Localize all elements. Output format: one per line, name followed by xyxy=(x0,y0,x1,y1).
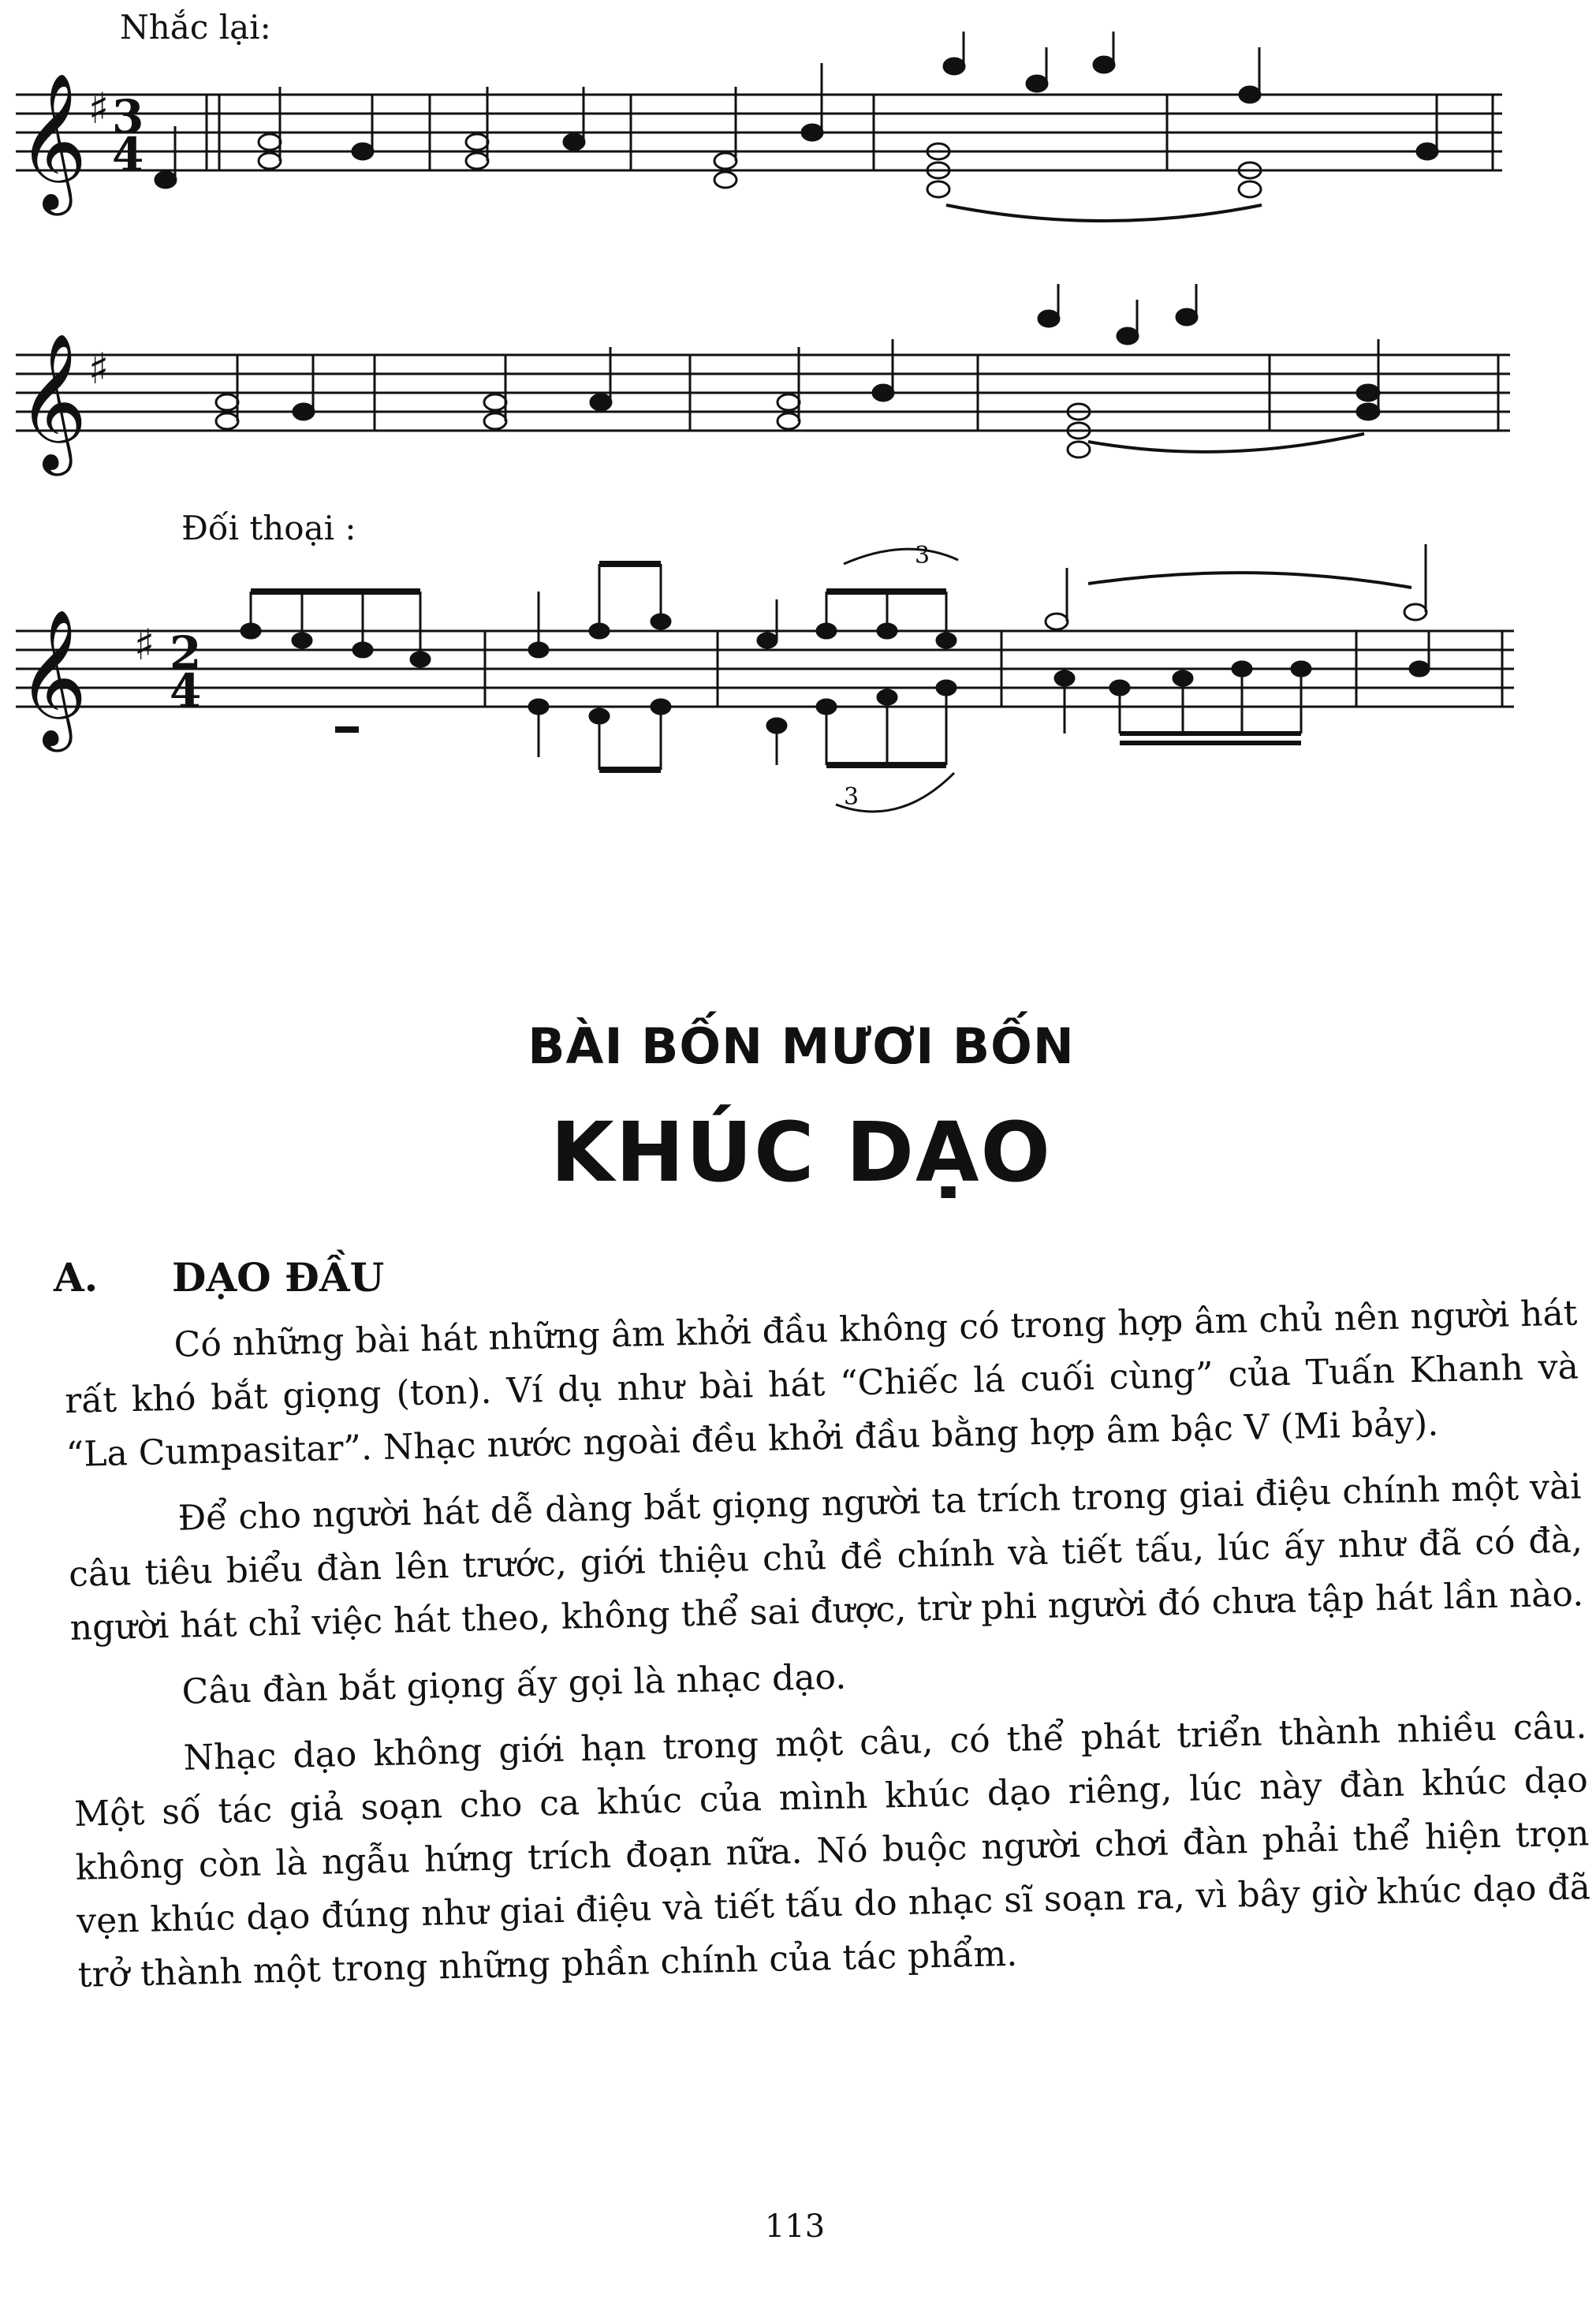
treble-clef-icon: 𝄞 xyxy=(17,73,88,210)
section-letter: A. xyxy=(54,1254,99,1301)
time-sig-top: 3 xyxy=(112,90,144,144)
treble-clef-icon: 𝄞 xyxy=(17,333,88,470)
body-text xyxy=(63,1286,1592,2014)
staff-3 xyxy=(0,542,1590,836)
section-heading xyxy=(54,1254,384,1301)
paragraph-4: Nhạc dạo không giới hạn trong một câu, có thể phát triển thành nhiều câu. Một số tác giả soạn cho ca khúc của mình khúc dạo riêng, lúc này đàn khúc dạo không còn là ngẫu hứng trích đoạn nữa. Nó buộc người chơi đàn phải thể hiện trọn vẹn khúc dạo đúng như giai điệu và tiết tấu do nhạc sĩ soạn ra, vì bây giờ khúc dạo đã trở thành một trong những phần chính của tác phẩm. xyxy=(73,1706,1591,1995)
sharp-icon: ♯ xyxy=(88,344,110,394)
page-number: 113 xyxy=(764,2208,826,2245)
treble-clef-icon: 𝄞 xyxy=(17,609,88,746)
staff-1-svg xyxy=(0,47,1590,229)
staff-3-svg xyxy=(0,542,1590,836)
lesson-title: KHÚC DẠO xyxy=(550,1104,1052,1200)
paragraph-3: Câu đàn bắt giọng ấy gọi là nhạc dạo. xyxy=(181,1656,847,1712)
paragraph-2: Để cho người hát dễ dàng bắt giọng người ta trích trong giai điệu chính một vài câu tiêu biểu đàn lên trước, giới thiệu chủ đề chính và tiết tấu, lúc ấy như đã có đà, người hát chỉ việc hát theo, không thể sai được, trừ phi người đó chưa tập hát lần nào. xyxy=(68,1466,1584,1648)
time-sig-bottom: 4 xyxy=(112,128,144,181)
paragraph-1: Có những bài hát những âm khởi đầu không có trong hợp âm chủ nên người hát rất khó bắt giọng (ton). Ví dụ như bài hát “Chiếc lá cuối cùng” của Tuấn Khanh và “La Cumpasitar”. Nhạc nước ngoài đều khởi đầu bằng hợp âm bậc V (Mi bảy). xyxy=(64,1293,1579,1475)
time-sig-bottom: 4 xyxy=(170,664,202,718)
staff-1 xyxy=(0,47,1590,229)
triplet-mark-top: 3 xyxy=(915,542,930,569)
label-dialogue: Đối thoại : xyxy=(181,509,356,547)
sharp-icon: ♯ xyxy=(88,84,110,133)
section-title: DẠO ĐẦU xyxy=(172,1254,385,1301)
lesson-number: BÀI BỐN MƯƠI BỐN xyxy=(528,1017,1075,1075)
triplet-mark-bottom: 3 xyxy=(844,783,860,811)
staff-2-svg xyxy=(0,308,1590,489)
label-repeat: Nhắc lại: xyxy=(120,8,271,47)
time-sig-top: 2 xyxy=(170,626,202,680)
staff-2 xyxy=(0,308,1590,489)
sharp-icon: ♯ xyxy=(134,620,155,670)
